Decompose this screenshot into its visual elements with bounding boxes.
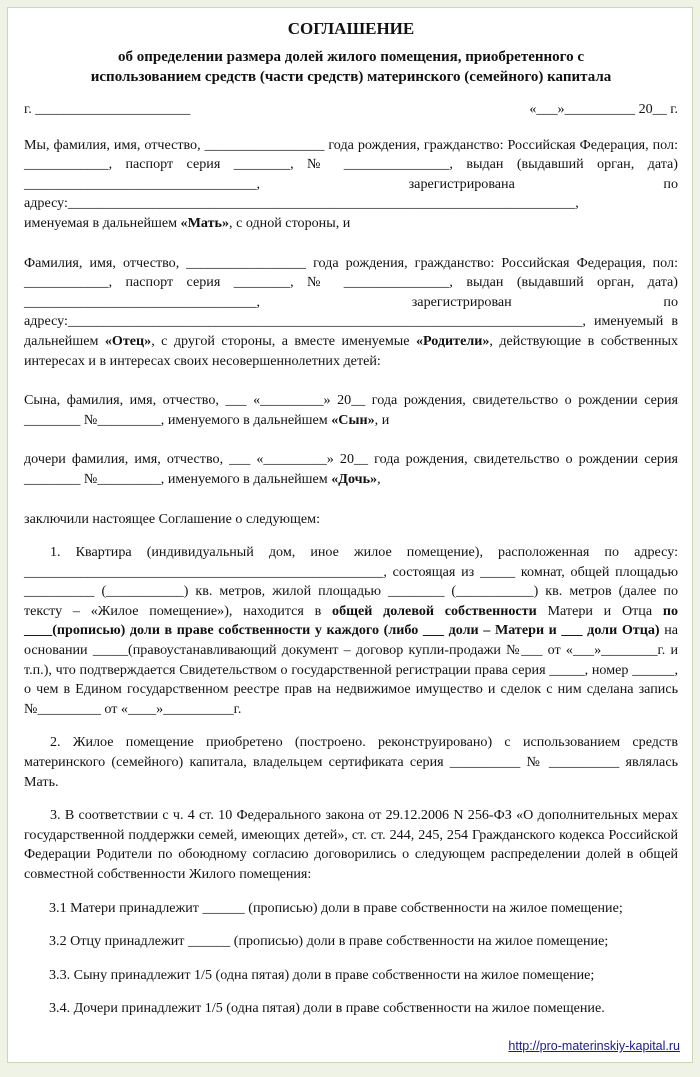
daughter-text: дочери фамилия, имя, отчество, ___ «_________» 20__ года рождения, свидетельство о рождении серия ________ №_________, именуемого в дальнейшем — [24, 451, 678, 487]
document-page — [7, 7, 693, 1063]
mother-paragraph: Мы, фамилия, имя, отчество, _________________ года рождения, гражданство: Российская Федерация, пол: ____________, паспорт серия ________, № _______________, выдан (выдавший орган, дата) _________________________________, зарегистрирована по адресу:________________________________________________________________________, — [24, 136, 678, 212]
clause-2: 2. Жилое помещение приобретено (построено. реконструировано) с использованием средств материнского (семейного) капитала, владельцем сертификата серия __________ № __________ являлась Мать. — [24, 734, 678, 790]
father-text-2: , с другой стороны, а вместе именуемые — [151, 332, 416, 349]
son-text-end: , и — [374, 411, 390, 428]
subtitle-line-1: об определении размера долей жилого помещения, приобретенного с — [117, 49, 585, 65]
clause-1 — [24, 543, 678, 719]
clause-3-1: 3.1 Матери принадлежит ______ (прописью) доли в праве собственности на жилое помещение; — [49, 899, 623, 916]
clause-3-2: 3.2 Отцу принадлежит ______ (прописью) доли в праве собственности на жилое помещение; — [49, 933, 609, 950]
source-link[interactable]: http://pro-materinskiy-kapital.ru — [508, 1039, 680, 1053]
clause-3-4: 3.4. Дочери принадлежит 1/5 (одна пятая) доли в праве собственности на жилое помещение. — [49, 1000, 605, 1017]
clause-1-text-2: Матери и Отца — [536, 602, 663, 619]
father-alias: «Отец» — [104, 332, 152, 349]
father-text-3: , действующие в собственных интересах и в интересах своих несовершеннолетних детей: — [24, 332, 679, 369]
daughter-paragraph — [24, 450, 678, 489]
mother-tail-text: именуемая в дальнейшем — [24, 214, 181, 231]
daughter-text-end: , — [377, 470, 381, 487]
mother-tail-end: , с одной стороны, и — [229, 214, 351, 231]
daughter-alias: «Дочь» — [331, 470, 378, 487]
place-date-row — [24, 100, 678, 120]
father-paragraph — [24, 254, 678, 372]
clause-3: 3. В соответствии с ч. 4 ст. 10 Федерального закона от 29.12.2006 N 256-ФЗ «О дополнительных мерах государственной поддержки семей, имеющих детей», ст. ст. 244, 245, 254 Гражданского кодекса Российской Федерации Родители по обоюдному согласию договорились о следующем распределении долей в общей совместной собственности Жилого помещения: — [24, 807, 678, 882]
date-field: «___»__________ 20__ г. — [529, 101, 678, 117]
city-field: г. ______________________ — [24, 101, 191, 117]
document-subtitle — [24, 47, 678, 87]
mother-party-tail — [24, 214, 678, 234]
clause-1-bold-1: общей долевой собственности — [332, 602, 537, 619]
son-paragraph — [24, 391, 678, 430]
clause-3-3: 3.3. Сыну принадлежит 1/5 (одна пятая) доли в праве собственности на жилое помещение; — [49, 966, 595, 983]
document-title: СОГЛАШЕНИЕ — [287, 19, 415, 38]
clause-1-text: 1. Квартира (индивидуальный дом, иное жилое помещение), расположенная по адресу: ___________________________________________________, состоящая из _____ комнат, общей площадью __________ (___________) кв. метров, жилой площадью ________ (___________) кв. метров (далее по тексту – «Жилое помещение»), находится в — [24, 544, 678, 619]
parents-alias: «Родители» — [415, 332, 490, 349]
clause-1-text-3: на основании _____(правоустанавливающий документ – договор купли-продажи №___ от «___»________г. и т.п.), что подтверждается Свидетельством о государственной регистрации права серия _____, номер ______, о чем в Едином государственном реестре прав на недвижимое имущество и сделок с ним сделана запись №_________ от «____»__________г. — [24, 622, 678, 717]
son-alias: «Сын» — [331, 411, 375, 428]
concluded-line: заключили настоящее Соглашение о следующем: — [24, 510, 320, 527]
son-text: Сына, фамилия, имя, отчество, ___ «_________» 20__ года рождения, свидетельство о рождении серия ________ №_________, именуемого в дальнейшем — [24, 392, 678, 428]
father-text: Фамилия, имя, отчество, _________________ года рождения, гражданство: Российская Федерация, пол: ____________, паспорт серия ________, № _______________, выдан (выдавший орган, дата) _________________________________, зарегистрирован по адресу:_________________________________________________________________________, именуемый в дальнейшем — [24, 254, 678, 349]
document-body — [24, 18, 678, 1019]
clause-1-bold-2: по ____(прописью) доли в праве собственности у каждого (либо ___ доли – Матери и ___ доли Отца) — [24, 602, 678, 639]
mother-alias: «Мать» — [180, 214, 230, 231]
subtitle-line-2: использованием средств (части средств) материнского (семейного) капитала — [90, 69, 612, 85]
